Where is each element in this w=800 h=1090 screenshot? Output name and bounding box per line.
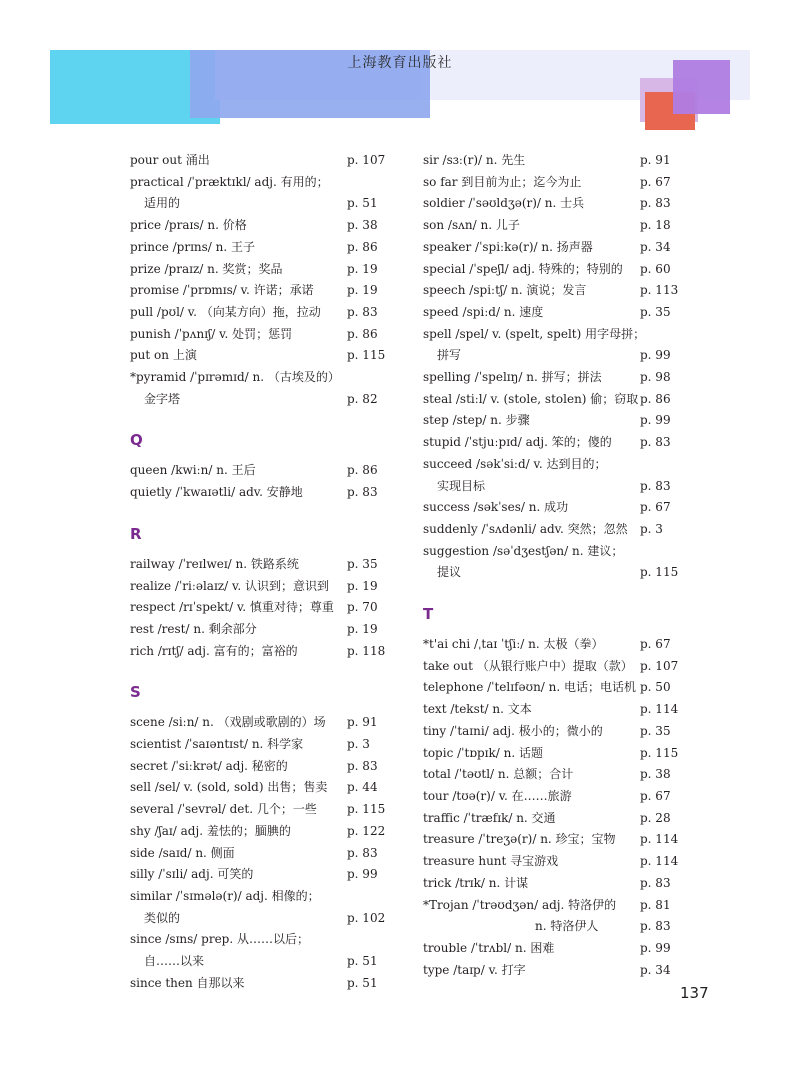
entry-page-ref: p. 83	[640, 196, 671, 211]
entry-text: silly /ˈsɪli/ adj. 可笑的	[130, 867, 254, 882]
section-letter-s: S	[130, 683, 141, 702]
entry-page-ref: p. 86	[347, 239, 378, 254]
glossary-entry	[423, 938, 683, 960]
glossary-entry	[130, 172, 388, 215]
entry-page-ref: p. 114	[640, 702, 679, 717]
entry-text: side /saɪd/ n. 侧面	[130, 845, 235, 860]
entry-block-t	[423, 634, 683, 981]
entry-page-ref: p. 67	[640, 788, 671, 803]
glossary-entry	[130, 929, 388, 972]
entry-text: n. 特洛伊人	[535, 919, 599, 934]
glossary-entry	[130, 756, 388, 778]
glossary-entry	[130, 712, 388, 734]
entry-text: speed /spiːd/ n. 速度	[423, 304, 544, 319]
entry-text: several /ˈsevrəl/ det. 几个；一些	[130, 802, 317, 817]
entry-text: suggestion /səˈdʒestʃən/ n. 建议；	[423, 543, 624, 558]
glossary-entry	[423, 829, 683, 851]
entry-text: quietly /ˈkwaɪətli/ adv. 安静地	[130, 485, 303, 500]
glossary-entry	[130, 324, 388, 346]
entry-page-ref: p. 70	[347, 600, 378, 615]
entry-page-ref: p. 35	[640, 723, 671, 738]
glossary-entry	[130, 150, 388, 172]
entry-page-ref: p. 107	[347, 153, 386, 167]
glossary-entry	[423, 808, 683, 830]
glossary-entry	[130, 799, 388, 821]
entry-page-ref: p. 91	[640, 153, 671, 167]
glossary-entry	[423, 656, 683, 678]
entry-text: tour /tʊə(r)/ v. 在……旅游	[423, 788, 572, 803]
entry-text: practical /ˈpræktɪkl/ adj. 有用的；	[130, 174, 329, 189]
glossary-entry	[130, 619, 388, 641]
entry-text: punish /ˈpʌnɪʃ/ v. 处罚；惩罚	[130, 326, 293, 341]
entry-block-s	[130, 712, 388, 994]
entry-page-ref: p. 118	[347, 643, 386, 658]
entry-page-ref: p. 44	[347, 780, 378, 795]
glossary-entry	[423, 280, 683, 302]
entry-page-ref: p. 51	[347, 975, 378, 990]
entry-page-ref: p. 113	[640, 283, 679, 298]
entry-text: so far 到目前为止；迄今为止	[423, 174, 582, 189]
entry-block-q	[130, 460, 388, 503]
entry-text: trouble /ˈtrʌbl/ n. 困难	[423, 940, 555, 955]
entry-text: speaker /ˈspiːkə(r)/ n. 扬声器	[423, 239, 593, 254]
glossary-entry	[423, 454, 683, 497]
glossary-entry	[130, 554, 388, 576]
entry-page-ref: p. 82	[347, 391, 378, 406]
entry-text: type /taɪp/ v. 打字	[423, 962, 526, 977]
glossary-entry	[423, 743, 683, 765]
glossary-entry	[423, 302, 683, 324]
entry-page-ref: p. 3	[347, 737, 370, 752]
entry-text-continued: 拼写	[437, 348, 462, 363]
glossary-entry	[423, 541, 683, 584]
glossary-entry	[423, 324, 683, 367]
entry-page-ref: p. 114	[640, 832, 679, 847]
glossary-entry	[423, 410, 683, 432]
entry-text-continued: 类似的	[144, 910, 181, 925]
entry-text: son /sʌn/ n. 儿子	[423, 218, 520, 233]
entry-text: rest /rest/ n. 剩余部分	[130, 621, 257, 636]
entry-page-ref: p. 83	[640, 478, 671, 493]
glossary-entry	[130, 215, 388, 237]
entry-text: price /praɪs/ n. 价格	[130, 218, 247, 233]
entry-text: soldier /ˈsəʊldʒə(r)/ n. 士兵	[423, 196, 585, 211]
entry-page-ref: p. 35	[347, 556, 378, 571]
glossary-entry	[130, 821, 388, 843]
entry-page-ref: p. 35	[640, 304, 671, 319]
glossary-entry	[423, 786, 683, 808]
glossary-entry	[423, 150, 683, 172]
glossary-column-right	[423, 150, 683, 981]
glossary-entry	[423, 432, 683, 454]
entry-page-ref: p. 83	[640, 435, 671, 450]
entry-text-continued: 自……以来	[144, 954, 205, 969]
entry-page-ref: p. 67	[640, 174, 671, 189]
entry-page-ref: p. 86	[640, 391, 671, 406]
glossary-entry	[423, 699, 683, 721]
glossary-entry	[423, 895, 683, 917]
glossary-entry	[423, 215, 683, 237]
entry-text: rich /rɪtʃ/ adj. 富有的；富裕的	[130, 643, 298, 658]
entry-text: since /sɪns/ prep. 从……以后；	[130, 932, 309, 947]
entry-page-ref: p. 28	[640, 810, 671, 825]
glossary-entry	[130, 641, 388, 663]
glossary-entry	[130, 302, 388, 324]
entry-page-ref: p. 19	[347, 621, 378, 636]
glossary-entry	[130, 576, 388, 598]
glossary-entry	[423, 497, 683, 519]
entry-page-ref: p. 115	[347, 348, 386, 363]
entry-page-ref: p. 67	[640, 637, 671, 652]
glossary-entry	[130, 843, 388, 865]
entry-text: secret /ˈsiːkrət/ adj. 秘密的	[130, 758, 288, 773]
entry-text: pour out 涌出	[130, 153, 210, 167]
entry-page-ref: p. 99	[347, 867, 378, 882]
entry-page-ref: p. 51	[347, 954, 378, 969]
entry-page-ref: p. 3	[640, 521, 663, 536]
entry-text: *pyramid /ˈpɪrəmɪd/ n. （古埃及的）	[130, 370, 340, 385]
entry-page-ref: p. 99	[640, 348, 671, 363]
glossary-entry	[423, 634, 683, 656]
entry-text: stupid /ˈstjuːpɪd/ adj. 笨的；傻的	[423, 435, 612, 450]
glossary-entry	[130, 734, 388, 756]
glossary-entry	[130, 460, 388, 482]
glossary-entry	[423, 677, 683, 699]
entry-page-ref: p. 83	[347, 758, 378, 773]
glossary-entry	[130, 864, 388, 886]
section-letter-t: T	[423, 605, 434, 624]
entry-text: sell /sel/ v. (sold, sold) 出售；售卖	[130, 780, 328, 795]
glossary-entry	[423, 259, 683, 281]
glossary-entry	[130, 280, 388, 302]
glossary-entry	[423, 960, 683, 982]
glossary-entry	[423, 519, 683, 541]
publisher-name: 上海教育出版社	[347, 55, 453, 71]
entry-page-ref: p. 81	[640, 897, 671, 912]
entry-text: similar /ˈsɪmələ(r)/ adj. 相像的；	[130, 888, 320, 903]
entry-page-ref: p. 51	[347, 196, 378, 211]
entry-text: total /ˈtəʊtl/ n. 总额；合计	[423, 767, 574, 782]
glossary-entry	[423, 172, 683, 194]
entry-page-ref: p. 91	[347, 715, 378, 730]
entry-text: scientist /ˈsaɪəntɪst/ n. 科学家	[130, 737, 304, 752]
entry-page-ref: p. 83	[347, 485, 378, 500]
entry-page-ref: p. 83	[640, 875, 671, 890]
glossary-entry	[423, 851, 683, 873]
entry-page-ref: p. 114	[640, 854, 679, 869]
entry-page-ref: p. 67	[640, 500, 671, 515]
glossary-entry	[423, 367, 683, 389]
entry-text: prince /prɪns/ n. 王子	[130, 239, 256, 254]
glossary-entry	[423, 389, 683, 411]
glossary-entry	[423, 916, 683, 938]
entry-text: spelling /ˈspelɪŋ/ n. 拼写；拼法	[423, 370, 602, 385]
glossary-entry	[130, 886, 388, 929]
glossary-entry	[130, 345, 388, 367]
entry-text: railway /ˈreɪlweɪ/ n. 铁路系统	[130, 556, 299, 571]
entry-text: success /səkˈses/ n. 成功	[423, 500, 569, 515]
entry-text: special /ˈspeʃl/ adj. 特殊的；特别的	[423, 261, 623, 276]
entry-page-ref: p. 115	[347, 802, 386, 817]
entry-text: step /step/ n. 步骤	[423, 413, 530, 428]
entry-text: steal /stiːl/ v. (stole, stolen) 偷；窃取	[423, 391, 639, 406]
entry-text: treasure /ˈtreʒə(r)/ n. 珍宝；宝物	[423, 832, 616, 847]
entry-page-ref: p. 83	[347, 845, 378, 860]
glossary-entry	[130, 597, 388, 619]
entry-block-s-cont	[423, 150, 683, 584]
entry-block-p	[130, 150, 388, 410]
entry-text: treasure hunt 寻宝游戏	[423, 854, 559, 869]
entry-text: promise /ˈprɒmɪs/ v. 许诺；承诺	[130, 283, 314, 298]
entry-page-ref: p. 60	[640, 261, 671, 276]
entry-text: traffic /ˈtræfɪk/ n. 交通	[423, 810, 556, 825]
entry-text: scene /siːn/ n. （戏剧或歌剧的）场	[130, 715, 326, 730]
entry-page-ref: p. 122	[347, 823, 386, 838]
entry-block-r	[130, 554, 388, 663]
entry-text: take out （从银行账户中）提取（款）	[423, 658, 633, 673]
entry-text: trick /trɪk/ n. 计谋	[423, 875, 529, 890]
entry-text-continued: 适用的	[144, 196, 181, 211]
glossary-entry	[130, 973, 388, 995]
glossary-entry	[130, 367, 388, 410]
entry-page-ref: p. 34	[640, 962, 671, 977]
entry-text: realize /ˈriːəlaɪz/ v. 认识到；意识到	[130, 578, 329, 593]
entry-text: succeed /səkˈsiːd/ v. 达到目的；	[423, 456, 607, 471]
entry-page-ref: p. 83	[640, 919, 671, 934]
entry-text: put on 上演	[130, 348, 197, 363]
glossary-entry	[423, 193, 683, 215]
glossary-entry	[130, 259, 388, 281]
entry-page-ref: p. 115	[640, 565, 679, 580]
entry-text: speech /spiːtʃ/ n. 演说；发言	[423, 283, 587, 298]
entry-page-ref: p. 86	[347, 326, 378, 341]
entry-text: since then 自那以来	[130, 975, 245, 990]
entry-page-ref: p. 102	[347, 910, 386, 925]
entry-text: topic /ˈtɒpɪk/ n. 话题	[423, 745, 543, 760]
glossary-entry	[423, 237, 683, 259]
glossary-entry	[130, 777, 388, 799]
section-letter-q: Q	[130, 431, 143, 450]
page-number: 137	[680, 984, 709, 1002]
entry-text: suddenly /ˈsʌdənli/ adv. 突然；忽然	[423, 521, 628, 536]
entry-page-ref: p. 19	[347, 283, 378, 298]
entry-text-continued: 提议	[437, 565, 462, 580]
entry-text: text /tekst/ n. 文本	[423, 702, 532, 717]
entry-page-ref: p. 19	[347, 261, 378, 276]
glossary-entry	[130, 237, 388, 259]
entry-text: respect /rɪˈspekt/ v. 慎重对待；尊重	[130, 600, 334, 615]
entry-page-ref: p. 98	[640, 370, 671, 385]
entry-text: prize /praɪz/ n. 奖赏；奖品	[130, 261, 283, 276]
entry-page-ref: p. 107	[640, 658, 679, 673]
glossary-column-left	[130, 150, 388, 995]
entry-page-ref: p. 18	[640, 218, 671, 233]
entry-text-continued: 实现目标	[437, 478, 486, 493]
entry-text: sir /sɜː(r)/ n. 先生	[423, 153, 526, 167]
glossary-entry	[423, 721, 683, 743]
entry-page-ref: p. 38	[347, 218, 378, 233]
entry-text-continued: 金字塔	[144, 391, 181, 406]
entry-text: *t'ai chi /ˌtaɪ ˈtʃiː/ n. 太极（拳）	[423, 637, 604, 652]
entry-text: *Trojan /ˈtrəʊdʒən/ adj. 特洛伊的	[423, 897, 617, 912]
glossary-entry	[423, 764, 683, 786]
entry-page-ref: p. 83	[347, 304, 378, 319]
entry-text: telephone /ˈtelɪfəʊn/ n. 电话；电话机	[423, 680, 637, 695]
entry-page-ref: p. 19	[347, 578, 378, 593]
entry-page-ref: p. 34	[640, 239, 671, 254]
entry-page-ref: p. 50	[640, 680, 671, 695]
glossary-entry	[130, 482, 388, 504]
entry-text: shy /ʃaɪ/ adj. 羞怯的；腼腆的	[130, 823, 291, 838]
entry-page-ref: p. 86	[347, 463, 378, 478]
entry-page-ref: p. 38	[640, 767, 671, 782]
entry-page-ref: p. 99	[640, 940, 671, 955]
entry-text: queen /kwiːn/ n. 王后	[130, 463, 256, 478]
entry-text: tiny /ˈtaɪni/ adj. 极小的；微小的	[423, 723, 603, 738]
entry-page-ref: p. 115	[640, 745, 679, 760]
entry-text: spell /spel/ v. (spelt, spelt) 用字母拼；	[423, 326, 646, 341]
entry-text: pull /pʊl/ v. （向某方向）拖，拉动	[130, 304, 321, 319]
glossary-entry	[423, 873, 683, 895]
entry-page-ref: p. 99	[640, 413, 671, 428]
section-letter-r: R	[130, 524, 142, 543]
